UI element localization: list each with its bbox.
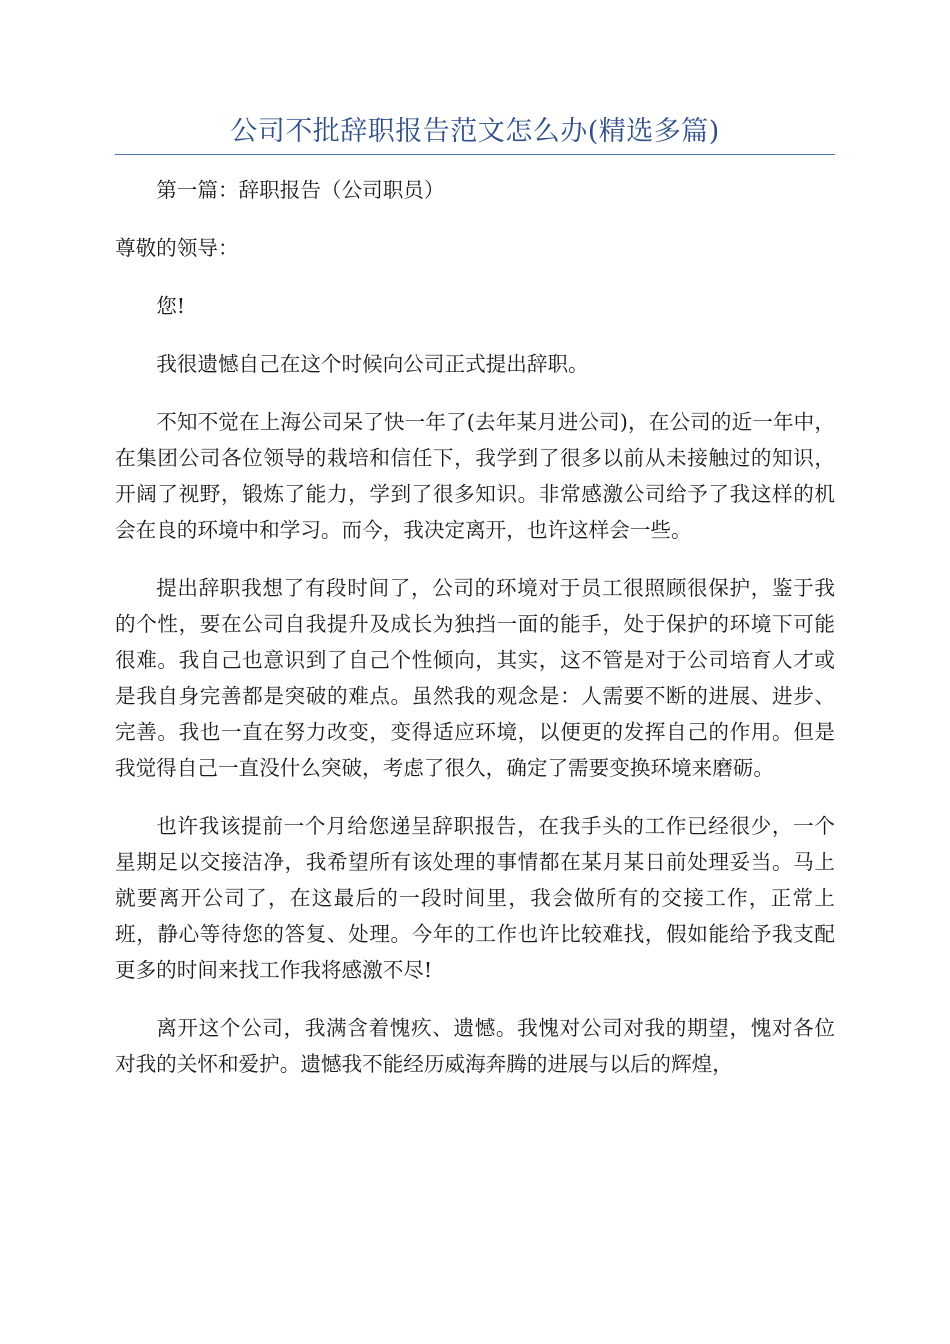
paragraph: 也许我该提前一个月给您递呈辞职报告，在我手头的工作已经很少，一个星期足以交接洁净，我希望所有该处理的事情都在某月某日前处理妥当。马上就要离开公司了，在这最后的一段时间里，我会做所有的交接工作，正常上班，静心等待您的答复、处理。今年的工作也许比较难找，假如能给予我支配更多的时间来找工作我将感激不尽! xyxy=(115,814,835,982)
document-body xyxy=(115,172,835,1104)
salutation: 尊敬的领导： xyxy=(115,236,239,260)
document-title: 公司不批辞职报告范文怎么办(精选多篇) xyxy=(230,116,720,147)
paragraph: 我很遗憾自己在这个时候向公司正式提出辞职。 xyxy=(156,352,589,376)
section-heading: 第一篇：辞职报告（公司职员） xyxy=(156,178,445,202)
paragraph: 不知不觉在上海公司呆了快一年了(去年某月进公司)，在公司的近一年中，在集团公司各位领导的栽培和信任下，我学到了很多以前从未接触过的知识，开阔了视野，锻炼了能力，学到了很多知识。非常感激公司给予了我这样的机会在良的环境中和学习。而今，我决定离开，也许这样会一些。 xyxy=(115,410,835,542)
paragraph: 提出辞职我想了有段时间了，公司的环境对于员工很照顾很保护，鉴于我的个性，要在公司自我提升及成长为独挡一面的能手，处于保护的环境下可能很难。我自己也意识到了自己个性倾向，其实，这不管是对于公司培育人才或是我自身完善都是突破的难点。虽然我的观念是：人需要不断的进展、进步、完善。我也一直在努力改变，变得适应环境，以便更的发挥自己的作用。但是我觉得自己一直没什么突破，考虑了很久，确定了需要变换环境来磨砺。 xyxy=(115,576,835,780)
greeting: 您! xyxy=(156,294,186,318)
paragraph: 离开这个公司，我满含着愧疚、遗憾。我愧对公司对我的期望，愧对各位对我的关怀和爱护。遗憾我不能经历威海奔腾的进展与以后的辉煌， xyxy=(115,1016,835,1076)
title-underline xyxy=(115,154,835,155)
